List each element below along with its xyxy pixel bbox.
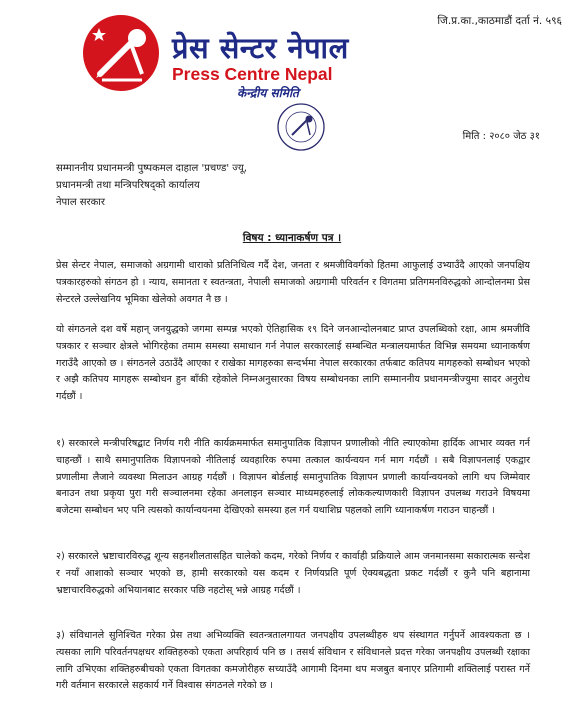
body-paragraph: १) सरकारले मन्त्रीपरिषद्बाट निर्णय गरी नीति कार्यक्रममार्फत समानुपातिक विज्ञापन प्रणालीको नीति ल्याएकोमा हार्दिक आभार व्यक्त गर्न चाहन्छौं । साथै समानुपातिक विज्ञापनको नीतिलाई व्यवहारिक रुपमा तत्काल कार्यन्वयन गर्न माग गर्दछौं । सबै विज्ञापनलाई एकद्वार प्रणालीमा लैजाने व्यवस्था मिलाउन आग्रह गर्दछौं । विज्ञापन बोर्डलाई समानुपातिक विज्ञापन प्रणाली कार्यान्वयनको लागि थप जिम्मेवार बनाउन तथा प्रकृया पुरा गरी सञ्चालनमा रहेका अनलाइन सञ्चार माध्यमहरुलाई लोककल्याणकारी विज्ञापन उपलब्ध गराउने विषयमा बजेटमा सम्बोधन भए पनि त्यसको कार्यान्वयनमा देखिएको समस्या हल गर्न यथाशिघ्र पहलको लागि ध्यानाकर्षण गराउन चाहन्छौं ।	[56, 438, 530, 517]
pen-microphone-logo-icon	[82, 14, 160, 92]
letter-date: मिति : २०८० जेठ ३१	[462, 131, 540, 142]
press-centre-stamp-icon	[276, 102, 326, 152]
addressee-line: सम्माननीय प्रधानमन्त्री पुष्पकमल दाहाल 'प्रचण्ड' ज्यू,	[56, 163, 247, 174]
org-name-english: Press Centre Nepal	[172, 64, 333, 84]
org-unit: केन्द्रीय समिति	[237, 86, 299, 100]
body-paragraph: प्रेस सेन्टर नेपाल, समाजको अग्रगामी धाराको प्रतिनिधित्व गर्दै देश, जनता र श्रमजीविवर्गको हितमा आफुलाई उभ्याउँदै आएको जनपक्षिय पत्रकारहरुको संगठन हो । न्याय, समानता र स्वतन्त्रता, नेपाली समाजको अग्रगामी परिवर्तन र विगतमा प्रतिगमनविरुद्धको आन्दोलनमा प्रेस सेन्टरले उल्लेखनिय भूमिका खेलेको अवगत नै छ ।	[56, 260, 530, 305]
addressee-line: प्रधानमन्त्री तथा मन्त्रिपरिषद्को कार्यालय	[56, 180, 200, 191]
registration-number: जि.प्र.का.,काठमाडौं दर्ता नं. ५९६	[437, 15, 562, 27]
letter-subject: विषय : ध्यानाकर्षण पत्र ।	[242, 232, 342, 244]
org-name-nepali: प्रेस सेन्टर नेपाल	[172, 31, 349, 65]
body-paragraph: यो संगठनले दश वर्षे महान् जनयुद्धको जगमा सम्पन्न भएको ऐतिहासिक १९ दिने जनआन्दोलनबाट प्राप्त उपलब्धिको रक्षा, आम श्रमजीवि पत्रकार र सञ्चार क्षेत्रले भोगिरहेका तमाम समस्या समाधान गर्न नेपाल सरकारलाई सम्बन्धित मन्त्रालयमार्फत विभिन्न समयमा ध्यानाकर्षण गराउँदै आएको छ । संगठनले उठाउँदै आएका र राखेका मागहरुका सन्दर्भमा नेपाल सरकारका तर्फबाट कतिपय मागहरुको सम्बोधन भएको र अझै कतिपय मागहरू सम्बोधन हुन बाँकी रहेकोले निम्नअनुसारका विषय सम्बोधनका लागि सम्माननीय प्रधानमन्त्रीज्युमा सादर अनुरोध गर्दछौं ।	[56, 324, 530, 403]
body-paragraph: २) सरकारले भ्रष्टाचारविरुद्ध शून्य सहनशीलतासहित चालेको कदम, गरेको निर्णय र कार्वाही प्रक्रियाले आम जनमानसमा सकारात्मक सन्देश र नयाँ आशाको सञ्चार भएको छ, हामी सरकारको यस कदम र निर्णयप्रति पूर्ण ऐक्यबद्धता प्रकट गर्दछौं र कुनै पनि बहानामा भ्रष्टाचारविरुद्धको अभियानबाट सरकार पछि नहटोस् भन्ने आग्रह गर्दछौं ।	[56, 551, 530, 596]
body-paragraph: ३) संविधानले सुनिश्चित गरेका प्रेस तथा अभिव्यक्ति स्वतन्त्रतालगायत जनपक्षीय उपलब्धीहरु थप संस्थागत गर्नुपर्ने आवश्यकता छ । त्यसका लागि परिवर्तनपक्षधर शक्तिहरुको एकता अपरिहार्य पनि छ । तसर्थ संविधान र संविधानले प्रदत्त गरेका जनपक्षीय उपलब्धी रक्षाका लागि उभिएका शक्तिहरुबीचको एकता विगतका कमजोरीहरु सच्याउँदै आगामी दिनमा थप मजबुत बनाएर प्रतिगामी शक्तिलाई परास्त गर्ने गरी वर्तमान सरकारले सहकार्य गर्ने विश्वास संगठनले गरेको छ ।	[56, 630, 530, 692]
addressee-line: नेपाल सरकार	[56, 197, 105, 208]
